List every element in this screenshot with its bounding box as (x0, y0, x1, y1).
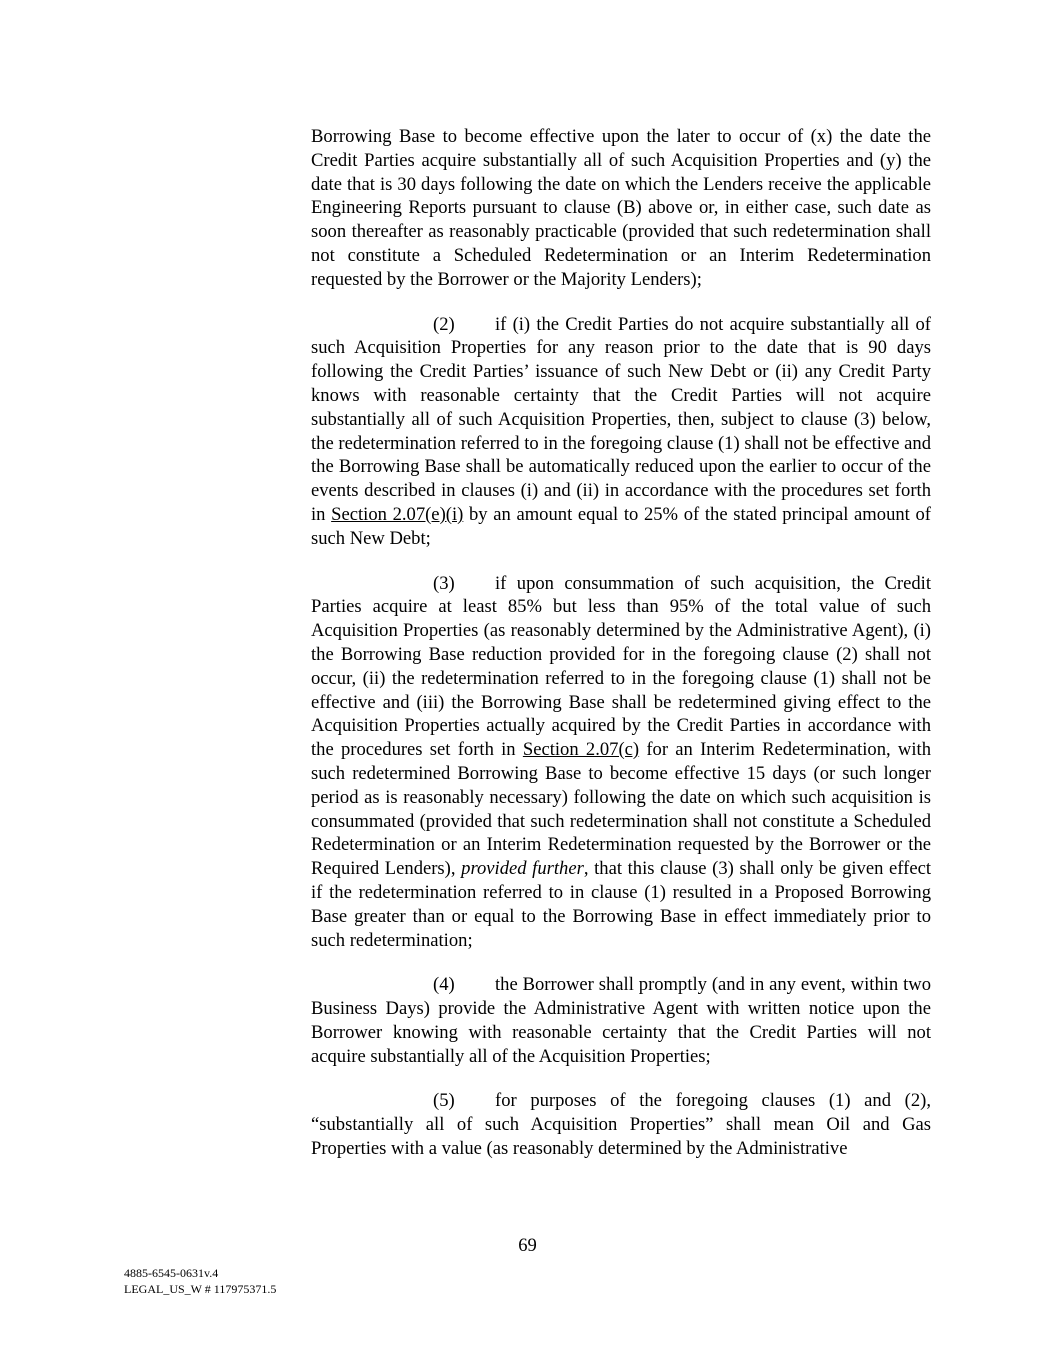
clause-5-text: for purposes of the foregoing clauses (1) and (2), “substantially all of such Acquisition Properties” shall mean Oil and Gas Properties with a value (as reasonably determined by the Administrative (311, 1090, 931, 1160)
section-2-07-c-reference: Section 2.07(c) (522, 739, 640, 761)
intro-paragraph: Borrowing Base to become effective upon the later to occur of (x) the date the Credit Parties acquire substantially all of such Acquisition Properties and (y) the date that is 30 days following the date on which the Lenders receive the applicable Engineering Reports pursuant to clause (B) above or, in either case, such date as soon thereafter as reasonably practicable (provided that such redetermination shall not constitute a Scheduled Redetermination or an Interim Redetermination requested by the Borrower or the Majority Lenders); (311, 126, 931, 290)
document-body (311, 125, 931, 1182)
clause-3 (311, 572, 931, 953)
clause-2-text-a: if (i) the Credit Parties do not acquire substantially all of such Acquisition Properties for any reason prior to the date that is 90 days following the Credit Parties’ issuance of such New Debt or (ii) any Credit Party knows with reasonable certainty that the Credit Parties will not acquire substantially all of such Acquisition Properties, then, subject to clause (3) below, the redetermination referred to in the foregoing clause (1) shall not be effective and the Borrowing Base shall be automatically reduced upon the earlier to occur of the events described in clauses (i) and (ii) in accordance with the procedures set forth in (311, 313, 931, 525)
page-number: 69 (518, 1235, 537, 1256)
document-footer (124, 1265, 276, 1297)
clause-3-number: (3) (433, 572, 455, 594)
clause-4-text: the Borrower shall promptly (and in any event, within two Business Days) provide the Administrative Agent with written notice upon the Borrower knowing with reasonable certainty that the Credit Parties will not acquire substantially all of the Acquisition Properties; (311, 974, 931, 1067)
clause-3-text-c: , that this clause (3) shall only be given effect if the redetermination referred to in clause (1) resulted in a Proposed Borrowing Base greater than or equal to the Borrowing Base in effect immediately prior to such redetermination; (311, 858, 931, 951)
clause-4-number: (4) (433, 974, 455, 996)
clause-5-number: (5) (433, 1090, 455, 1112)
clause-2 (311, 313, 931, 551)
section-2-07-e-i-reference: Section 2.07(e)(i) (331, 503, 464, 525)
clause-2-number: (2) (433, 313, 455, 335)
clause-3-text-a: if upon consummation of such acquisition, the Credit Parties acquire at least 85% but less than 95% of the total value of such Acquisition Properties (as reasonably determined by the Administrative Agent), (i) the Borrowing Base reduction provided for in the foregoing clause (2) shall not occur, (ii) the redetermination referred to in the foregoing clause (1) shall not be effective and (iii) the Borrowing Base shall be redetermined giving effect to the Acquisition Properties actually acquired by the Credit Parties in accordance with the procedures set forth in (311, 572, 931, 761)
clause-3-italic-proviso: provided further (461, 858, 584, 880)
clause-3-text-b: for an Interim Redetermination, with such redetermined Borrowing Base to become effective 15 days (or such longer period as is reasonably necessary) following the date on which such acquisition is consummated (provided that such redetermination shall not constitute a Scheduled Redetermination or an Interim Redetermination requested by the Borrower or the Required Lenders), (311, 739, 931, 880)
footer-doc-id-1: 4885-6545-0631v.4 (124, 1266, 219, 1280)
clause-5 (311, 1089, 931, 1160)
clause-2-text-b: by an amount equal to 25% of the stated principal amount of such New Debt; (311, 503, 931, 549)
footer-doc-id-2: LEGAL_US_W # 117975371.5 (124, 1282, 277, 1296)
clause-4 (311, 973, 931, 1068)
